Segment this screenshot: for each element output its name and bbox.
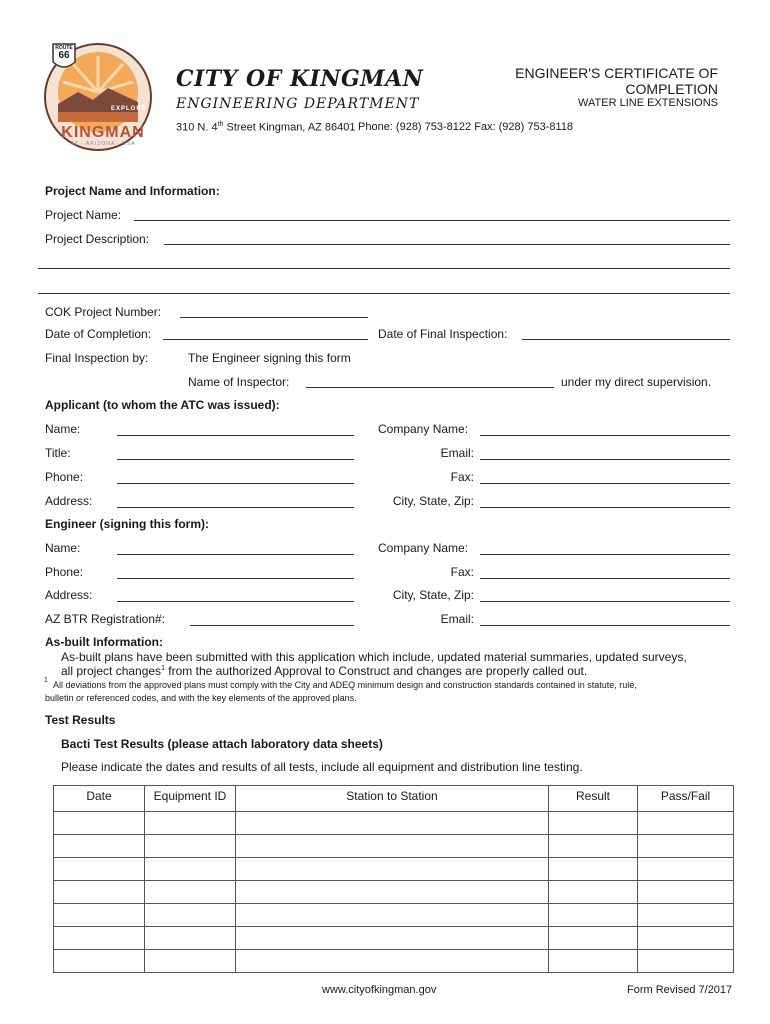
table-cell[interactable] [549,881,638,904]
footer-revised: Form Revised 7/2017 [627,984,733,996]
table-row [54,835,734,858]
inspector-name-field[interactable] [306,387,554,388]
final-inspection-by-label: Final Inspection by: [45,351,149,365]
engineer-heading: Engineer (signing this form): [45,517,209,531]
route-shield-number: 66 [58,50,70,61]
certificate-title: ENGINEER'S CERTIFICATE OF COMPLETION [515,65,718,97]
engineer-address-label: Address: [45,588,93,602]
logo-tagline: AZ · ARIZONA · USA [70,141,136,147]
applicant-csz-field[interactable] [480,507,730,508]
logo-explore: EXPLORE [111,106,147,112]
table-cell[interactable] [54,858,145,881]
engineer-btr-field[interactable] [190,625,354,626]
table-cell[interactable] [549,858,638,881]
table-cell[interactable] [236,950,549,973]
completion-date-field[interactable] [163,339,368,340]
applicant-name-field[interactable] [117,435,354,436]
applicant-phone-label: Phone: [45,470,84,484]
asbuilt-heading: As-built Information: [45,635,163,649]
table-cell[interactable] [638,858,734,881]
table-cell[interactable] [145,812,236,835]
table-cell[interactable] [54,950,145,973]
project-description-label: Project Description: [45,232,150,246]
cok-number-label: COK Project Number: [45,305,162,319]
table-cell[interactable] [145,927,236,950]
col-equipment-id: Equipment ID [145,786,236,812]
engineer-email-field[interactable] [480,625,730,626]
table-cell[interactable] [236,927,549,950]
col-date: Date [54,786,145,812]
city-address: 310 N. 4th Street Kingman, AZ 86401 [176,121,356,134]
table-cell[interactable] [638,835,734,858]
table-row [54,858,734,881]
test-results-table [53,785,734,973]
table-row [54,812,734,835]
engineer-company-field[interactable] [480,554,730,555]
table-cell[interactable] [145,950,236,973]
table-cell[interactable] [638,950,734,973]
table-cell[interactable] [145,858,236,881]
table-cell[interactable] [54,812,145,835]
logo-kingman: KINGMAN [61,124,145,141]
engineer-fax-field[interactable] [480,578,730,579]
project-description-line-3[interactable] [38,293,730,294]
col-station: Station to Station [236,786,549,812]
col-pass-fail: Pass/Fail [638,786,734,812]
bacti-heading: Bacti Test Results (please attach laboratory data sheets) [61,737,383,751]
footer-website[interactable]: www.cityofkingman.gov [322,984,437,996]
engineer-company-label: Company Name: [378,541,469,555]
engineer-fax-label: Fax: [450,565,474,579]
engineer-phone-label: Phone: [45,565,84,579]
table-cell[interactable] [145,881,236,904]
applicant-company-field[interactable] [480,435,730,436]
footnote-line-1: All deviations from the approved plans must comply with the City and ADEQ minimum design and construction standards contained in statute, rule, [53,680,637,690]
table-row [54,927,734,950]
test-results-heading: Test Results [45,713,116,727]
applicant-phone-field[interactable] [117,483,354,484]
table-cell[interactable] [145,835,236,858]
cok-number-field[interactable] [180,317,368,318]
city-title: CITY OF KINGMAN [176,66,424,92]
project-heading: Project Name and Information: [45,184,220,198]
city-logo [43,42,158,152]
table-cell[interactable] [638,927,734,950]
applicant-email-label: Email: [440,446,474,460]
table-cell[interactable] [549,950,638,973]
project-name-field[interactable] [134,220,730,221]
footnote-mark: 1 [44,677,48,684]
table-cell[interactable] [145,904,236,927]
project-description-line-2[interactable] [38,268,730,269]
route-shield-text: ROUTE [55,45,73,51]
table-cell[interactable] [54,835,145,858]
engineer-phone-field[interactable] [117,578,354,579]
table-cell[interactable] [549,927,638,950]
final-inspection-date-field[interactable] [522,339,730,340]
city-phone-fax: Phone: (928) 753-8122 Fax: (928) 753-8118 [358,121,574,133]
applicant-title-label: Title: [45,446,71,460]
table-cell[interactable] [236,904,549,927]
applicant-address-label: Address: [45,494,93,508]
certificate-subtitle: WATER LINE EXTENSIONS [578,97,718,109]
applicant-email-field[interactable] [480,459,730,460]
table-cell[interactable] [549,835,638,858]
table-cell[interactable] [638,881,734,904]
applicant-fax-label: Fax: [450,470,474,484]
table-cell[interactable] [54,927,145,950]
inspector-name-label: Name of Inspector: [188,375,290,389]
option-engineer[interactable]: The Engineer signing this form [188,351,351,365]
col-result: Result [549,786,638,812]
engineer-btr-label: AZ BTR Registration#: [45,612,166,626]
applicant-company-label: Company Name: [378,422,469,436]
table-cell[interactable] [54,881,145,904]
completion-date-label: Date of Completion: [45,327,152,341]
table-cell[interactable] [236,835,549,858]
engineer-name-field[interactable] [117,554,354,555]
project-description-field[interactable] [164,244,730,245]
engineer-email-label: Email: [440,612,474,626]
footnote-line-2: bulletin or referenced codes, and with the key elements of the approved plans. [45,693,357,703]
test-instructions: Please indicate the dates and results of all tests, include all equipment and distribution line testing. [61,760,583,774]
table-cell[interactable] [638,812,734,835]
table-row [54,950,734,973]
table-cell[interactable] [54,904,145,927]
table-cell[interactable] [236,858,549,881]
applicant-address-field[interactable] [117,507,354,508]
table-header-row [54,786,734,812]
table-cell[interactable] [549,812,638,835]
engineer-name-label: Name: [45,541,81,555]
applicant-fax-field[interactable] [480,483,730,484]
table-cell[interactable] [236,812,549,835]
department-title: ENGINEERING DEPARTMENT [176,96,420,112]
applicant-title-field[interactable] [117,459,354,460]
engineer-csz-field[interactable] [480,601,730,602]
applicant-heading: Applicant (to whom the ATC was issued): [45,398,280,412]
table-row [54,904,734,927]
project-name-label: Project Name: [45,208,122,222]
final-inspection-date-label: Date of Final Inspection: [378,327,508,341]
table-row [54,881,734,904]
table-cell[interactable] [236,881,549,904]
asbuilt-line-1: As-built plans have been submitted with this application which include, updated material summaries, updated surveys, [61,650,687,664]
engineer-address-field[interactable] [117,601,354,602]
engineer-csz-label: City, State, Zip: [392,588,474,602]
table-cell[interactable] [549,904,638,927]
applicant-csz-label: City, State, Zip: [392,494,474,508]
table-cell[interactable] [638,904,734,927]
asbuilt-line-2: all project changes$^1$ from the authorized Approval to Construct and changes are properly called out. [61,664,588,678]
applicant-name-label: Name: [45,422,81,436]
supervision-text: under my direct supervision. [561,375,712,389]
